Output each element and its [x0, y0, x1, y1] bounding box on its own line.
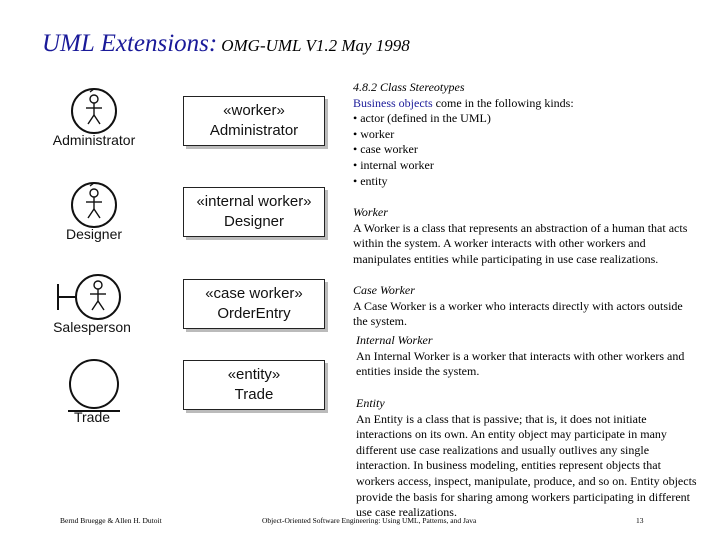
actor-stick-figure-circle-icon [64, 86, 124, 136]
class-name: OrderEntry [217, 305, 291, 322]
icon-label-trade: Trade [73, 409, 111, 425]
class-name: Administrator [209, 122, 299, 139]
worker-section [353, 205, 699, 267]
internal-worker-body: An Internal Worker is a worker that interacts with other workers and entities inside the system. [356, 348, 685, 379]
title-sub: OMG-UML V1.2 May 1998 [221, 36, 410, 55]
internal-worker-heading: Internal Worker [356, 333, 433, 347]
stereotype-label: «case worker» [205, 285, 303, 302]
stereotype-box-entity [183, 360, 325, 410]
stereotype-label: «entity» [227, 366, 281, 383]
worker-body: A Worker is a class that represents an abstraction of a human that acts within the system. A worker interacts with other workers and manipulates entities while participating in use case realizations. [353, 220, 688, 266]
bullet-item: • actor (defined in the UML) [353, 111, 491, 126]
icon-label-designer: Designer [65, 226, 123, 242]
entity-circle-icon [62, 358, 126, 414]
bullet-item: • internal worker [353, 157, 434, 172]
class-name: Trade [234, 386, 274, 403]
stereotype-label: «worker» [223, 102, 285, 119]
icon-label-administrator: Administrator [52, 132, 136, 148]
bullet-item: • entity [353, 173, 388, 188]
actor-stick-figure-circle-icon [64, 180, 124, 230]
stereotype-label: «internal worker» [196, 193, 312, 210]
business-objects-highlight: Business objects [353, 95, 433, 110]
case-worker-body: A Case Worker is a worker who interacts directly with actors outside the system. [353, 298, 683, 329]
stereotype-box-internal-worker [183, 187, 325, 237]
icon-label-salesperson: Salesperson [53, 319, 131, 335]
footer-page-number: 13 [636, 516, 644, 525]
intro-line [353, 96, 698, 112]
interface-actor-circle-icon [54, 272, 134, 322]
bullet-item: • case worker [353, 142, 418, 157]
bullet-item: • worker [353, 126, 395, 141]
case-worker-heading: Case Worker [353, 283, 415, 297]
intro-rest: come in the following kinds: [432, 95, 574, 110]
stereotype-box-case-worker [183, 279, 325, 329]
title-main: UML Extensions: [42, 30, 218, 57]
footer-authors: Bernd Bruegge & Allen H. Dutoit [60, 516, 162, 525]
entity-heading: Entity [356, 396, 385, 410]
footer-book: Object-Oriented Software Engineering: Using UML, Patterns, and Java [262, 516, 477, 525]
intro-section [353, 80, 698, 189]
case-worker-section [353, 283, 683, 330]
slide-title [42, 30, 410, 58]
class-name: Designer [223, 213, 285, 230]
entity-body: An Entity is a class that is passive; that is, it does not initiate interactions on its own. An entity object may participate in many different use case realizations and usually outlives any single interaction. In business modeling, entities represent objects that workers access, inspect, manipulate, produce, and so on. Entity objects provide the basis for sharing among workers participating in different use case realizations. [356, 411, 697, 520]
entity-section [356, 396, 701, 521]
intro-heading: 4.8.2 Class Stereotypes [353, 80, 465, 94]
worker-heading: Worker [353, 205, 388, 219]
stereotype-box-worker [183, 96, 325, 146]
internal-worker-section [356, 333, 701, 380]
